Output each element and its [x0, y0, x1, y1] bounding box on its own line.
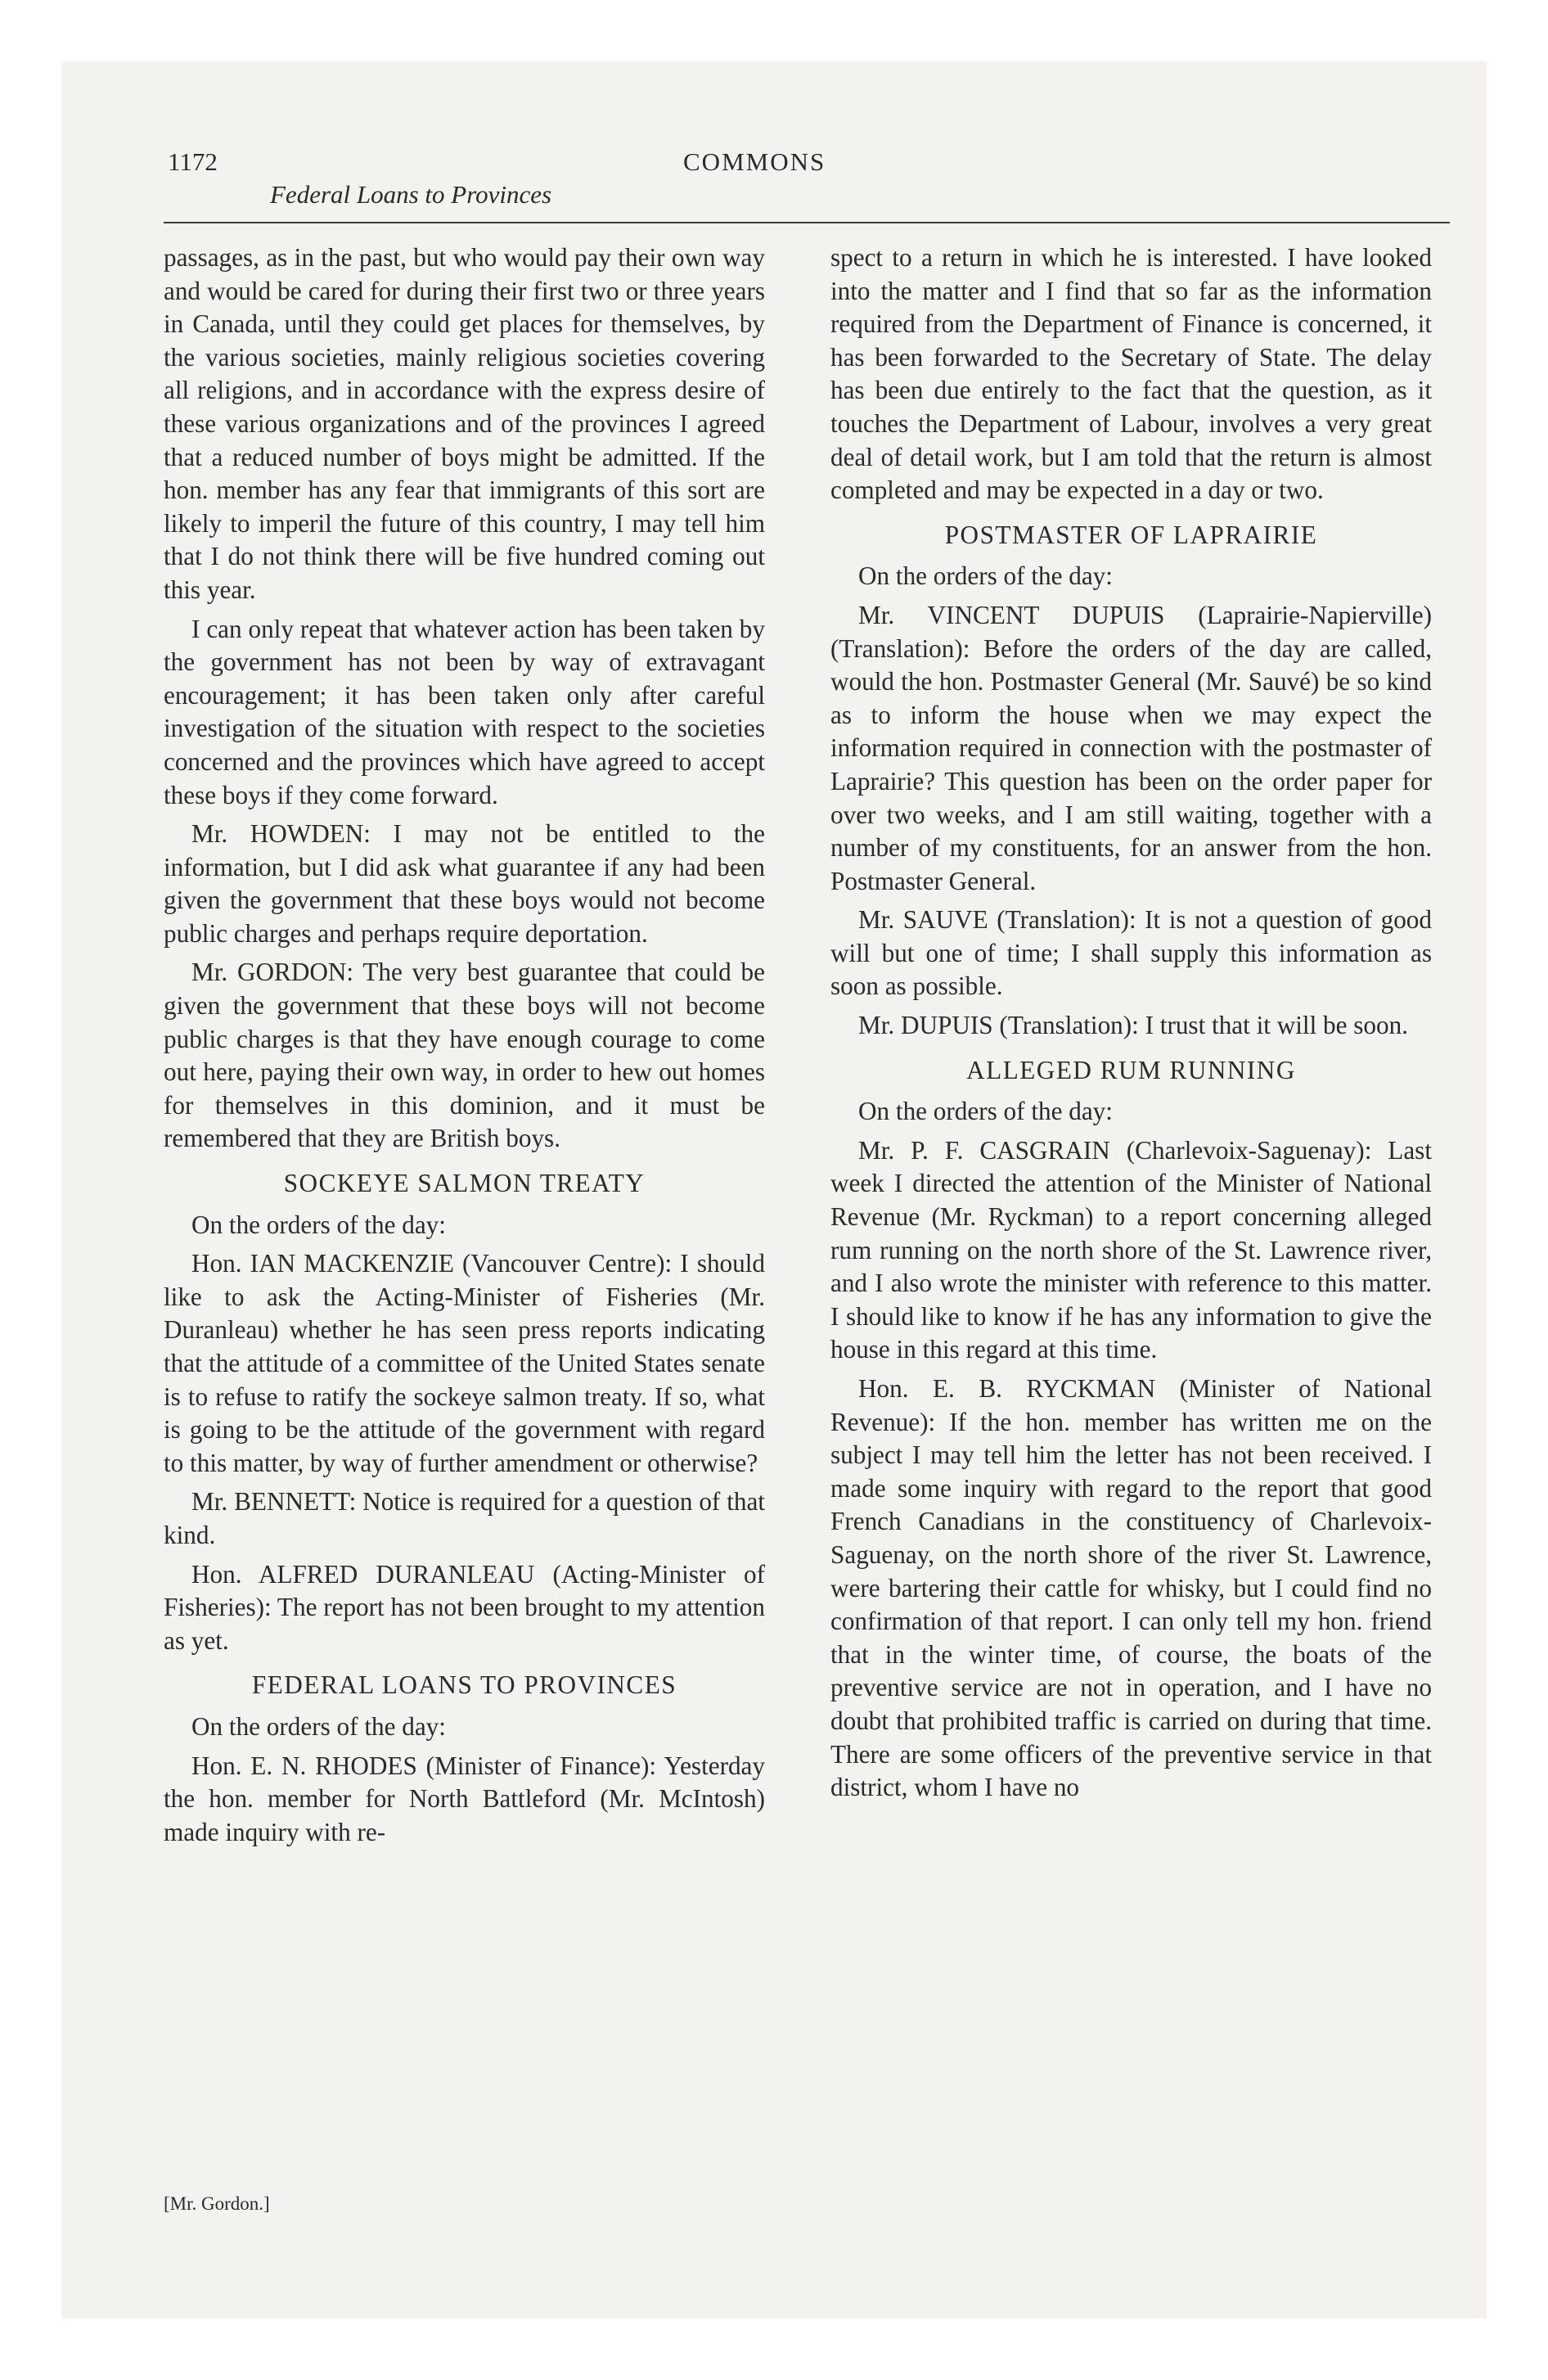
- paragraph: On the orders of the day:: [858, 1097, 1113, 1126]
- paragraph: Mr. GORDON: The very best guarantee that could be given the government that these boys will not become public charges is that they have enough courage to come out here, paying their own way, in order to hew out homes for themselves in this dominion, and it must be remembered that they are British boys.: [164, 958, 765, 1153]
- section-heading: ALLEGED RUM RUNNING: [966, 1055, 1296, 1084]
- page-header: [61, 61, 1487, 225]
- section-heading: SOCKEYE SALMON TREATY: [283, 1169, 646, 1198]
- paragraph: Mr. VINCENT DUPUIS (Laprairie-Napierville) (Translation): Before the orders of the day are called, would the hon. Postmaster General (Mr. Sauvé) be so kind as to inform the house when we may expect the information required in connection with the postmaster of Laprairie? This question has been on the order paper for over two weeks, and I am still waiting, together with a number of my constituents, for an answer from the hon. Postmaster General.: [830, 600, 1432, 895]
- header-rule: [164, 222, 1450, 223]
- paragraph: Hon. IAN MACKENZIE (Vancouver Centre): I should like to ask the Acting-Minister of Fisheries (Mr. Duranleau) whether he has seen press reports indicating that the attitude of a committee of the United States senate is to refuse to ratify the sockeye salmon treaty. If so, what is going to be the attitude of the government with regard to this matter, by way of further amendment or otherwise?: [164, 1249, 765, 1477]
- section-heading: POSTMASTER OF LAPRAIRIE: [944, 520, 1318, 549]
- paragraph: passages, as in the past, but who would pay their own way and would be cared for during their first two or three years in Canada, until they could get places for themselves, by the various societies, mainly religious societies covering all religions, and in accordance with the express desire of these various organizations and of the provinces I agreed that a reduced number of boys might be admitted. If the hon. member has any fear that immigrants of this sort are likely to imperil the future of this country, I may tell him that I do not think there will be five hundred coming out this year.: [164, 243, 765, 604]
- header-title: COMMONS: [683, 147, 826, 176]
- paragraph: On the orders of the day:: [191, 1210, 446, 1239]
- paragraph: spect to a return in which he is interested. I have looked into the matter and I find that so far as the information required from the Department of Finance is concerned, it has been forwarded to the Secretary of State. The delay has been due entirely to the fact that the question, as it touches the Department of Labour, involves a very great deal of detail work, but I am told that the return is almost completed and may be expected in a day or two.: [830, 243, 1432, 505]
- paragraph: Hon. E. B. RYCKMAN (Minister of National Revenue): If the hon. member has written me on the subject I may tell him the letter has not been received. I made some inquiry with regard to the report that good French Canadians in the constituency of Charlevoix-Saguenay, on the north shore of the river St. Lawrence, were bartering their cattle for whisky, but I could find no confirmation of that report. I can only tell my hon. friend that in the winter time, of course, the boats of the preventive service are not in operation, and I have no doubt that prohibited traffic is carried on during that time. There are some officers of the preventive service in that district, whom I have no: [830, 1374, 1432, 1802]
- paragraph: Mr. HOWDEN: I may not be entitled to the information, but I did ask what guarantee if any had been given the government that these boys would not become public charges and perhaps require deportation.: [164, 819, 765, 948]
- speaker-footnote: [Mr. Gordon.]: [164, 2193, 270, 2214]
- paragraph: Hon. E. N. RHODES (Minister of Finance): Yesterday the hon. member for North Battleford (Mr. McIntosh) made inquiry with re-: [164, 1751, 765, 1846]
- paragraph: On the orders of the day:: [191, 1711, 446, 1741]
- left-column: [164, 241, 765, 1855]
- paragraph: Mr. SAUVE (Translation): It is not a question of good will but one of time; I shall supply this information as soon as possible.: [830, 905, 1432, 1001]
- paragraph: Mr. P. F. CASGRAIN (Charlevoix-Saguenay): Last week I directed the attention of the Minister of National Revenue (Mr. Ryckman) to a report concerning alleged rum running on the north shore of the St. Lawrence river, and I also wrote the minister with reference to this matter. I should like to know if he has any information to give the house in this regard at this time.: [830, 1135, 1432, 1364]
- paragraph: Hon. ALFRED DURANLEAU (Acting-Minister of Fisheries): The report has not been brought to my attention as yet.: [164, 1559, 765, 1655]
- running-head: Federal Loans to Provinces: [270, 180, 552, 209]
- right-column: [830, 241, 1432, 1810]
- page-number: 1172: [168, 147, 218, 176]
- paragraph: Mr. DUPUIS (Translation): I trust that it will be soon.: [858, 1011, 1408, 1040]
- paragraph: Mr. BENNETT: Notice is required for a question of that kind.: [164, 1487, 765, 1549]
- document-page: [61, 61, 1487, 2319]
- paragraph: I can only repeat that whatever action has been taken by the government has not been by way of extravagant encouragement; it has been taken only after careful investigation of the situation with respect to the societies concerned and the provinces which have agreed to accept these boys if they come forward.: [164, 614, 765, 809]
- section-heading: FEDERAL LOANS TO PROVINCES: [251, 1670, 677, 1700]
- paragraph: On the orders of the day:: [858, 561, 1113, 591]
